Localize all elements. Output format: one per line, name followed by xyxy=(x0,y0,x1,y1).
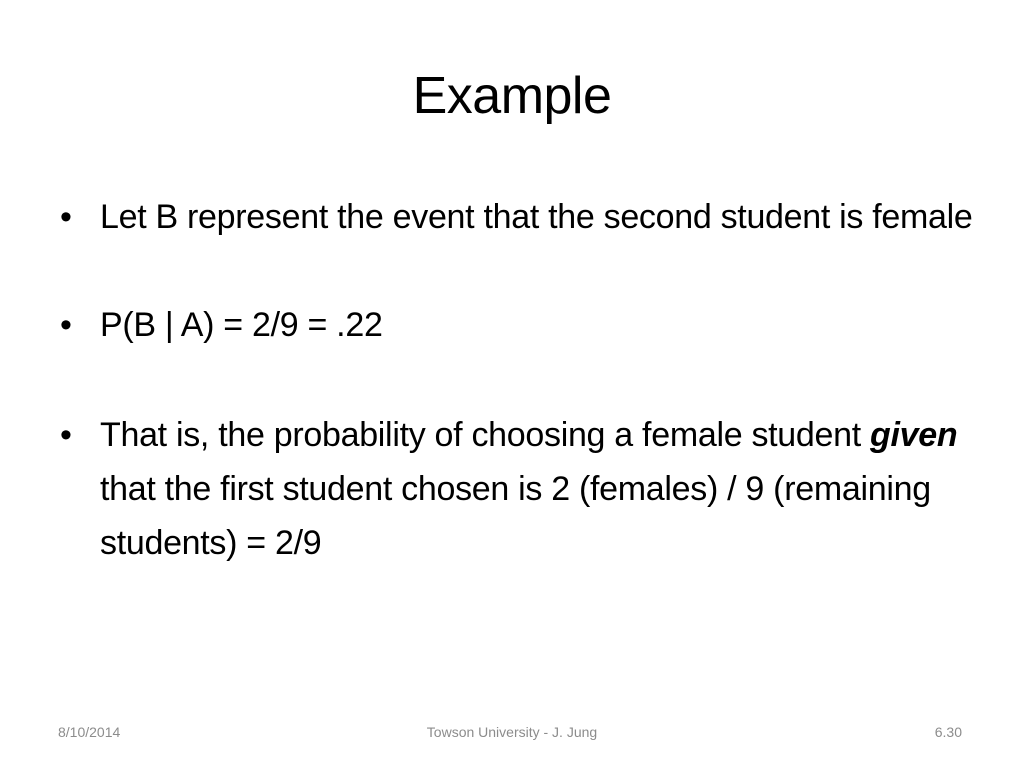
emphasized-word: given xyxy=(870,416,958,454)
bullet-icon: • xyxy=(60,416,72,454)
footer-date: 8/10/2014 xyxy=(58,724,121,740)
bullet-icon: • xyxy=(60,198,72,236)
slide-title: Example xyxy=(412,67,612,125)
bullet-icon: • xyxy=(60,306,72,344)
bullet-text-end: that the first student chosen is 2 (females) / 9 (remaining students) = 2/9 xyxy=(100,470,931,562)
slide-number: 6.30 xyxy=(934,724,962,740)
bullet-text: P(B | A) = 2/9 = .22 xyxy=(100,306,383,344)
bullet-text: Let B represent the event that the second student is female xyxy=(100,198,973,236)
bullet-item xyxy=(60,298,980,352)
bullet-list xyxy=(60,190,980,570)
bullet-item xyxy=(60,190,980,244)
bullet-item xyxy=(60,408,980,570)
footer-author: Towson University - J. Jung xyxy=(426,724,598,740)
bullet-text-start: That is, the probability of choosing a female student xyxy=(100,416,871,454)
